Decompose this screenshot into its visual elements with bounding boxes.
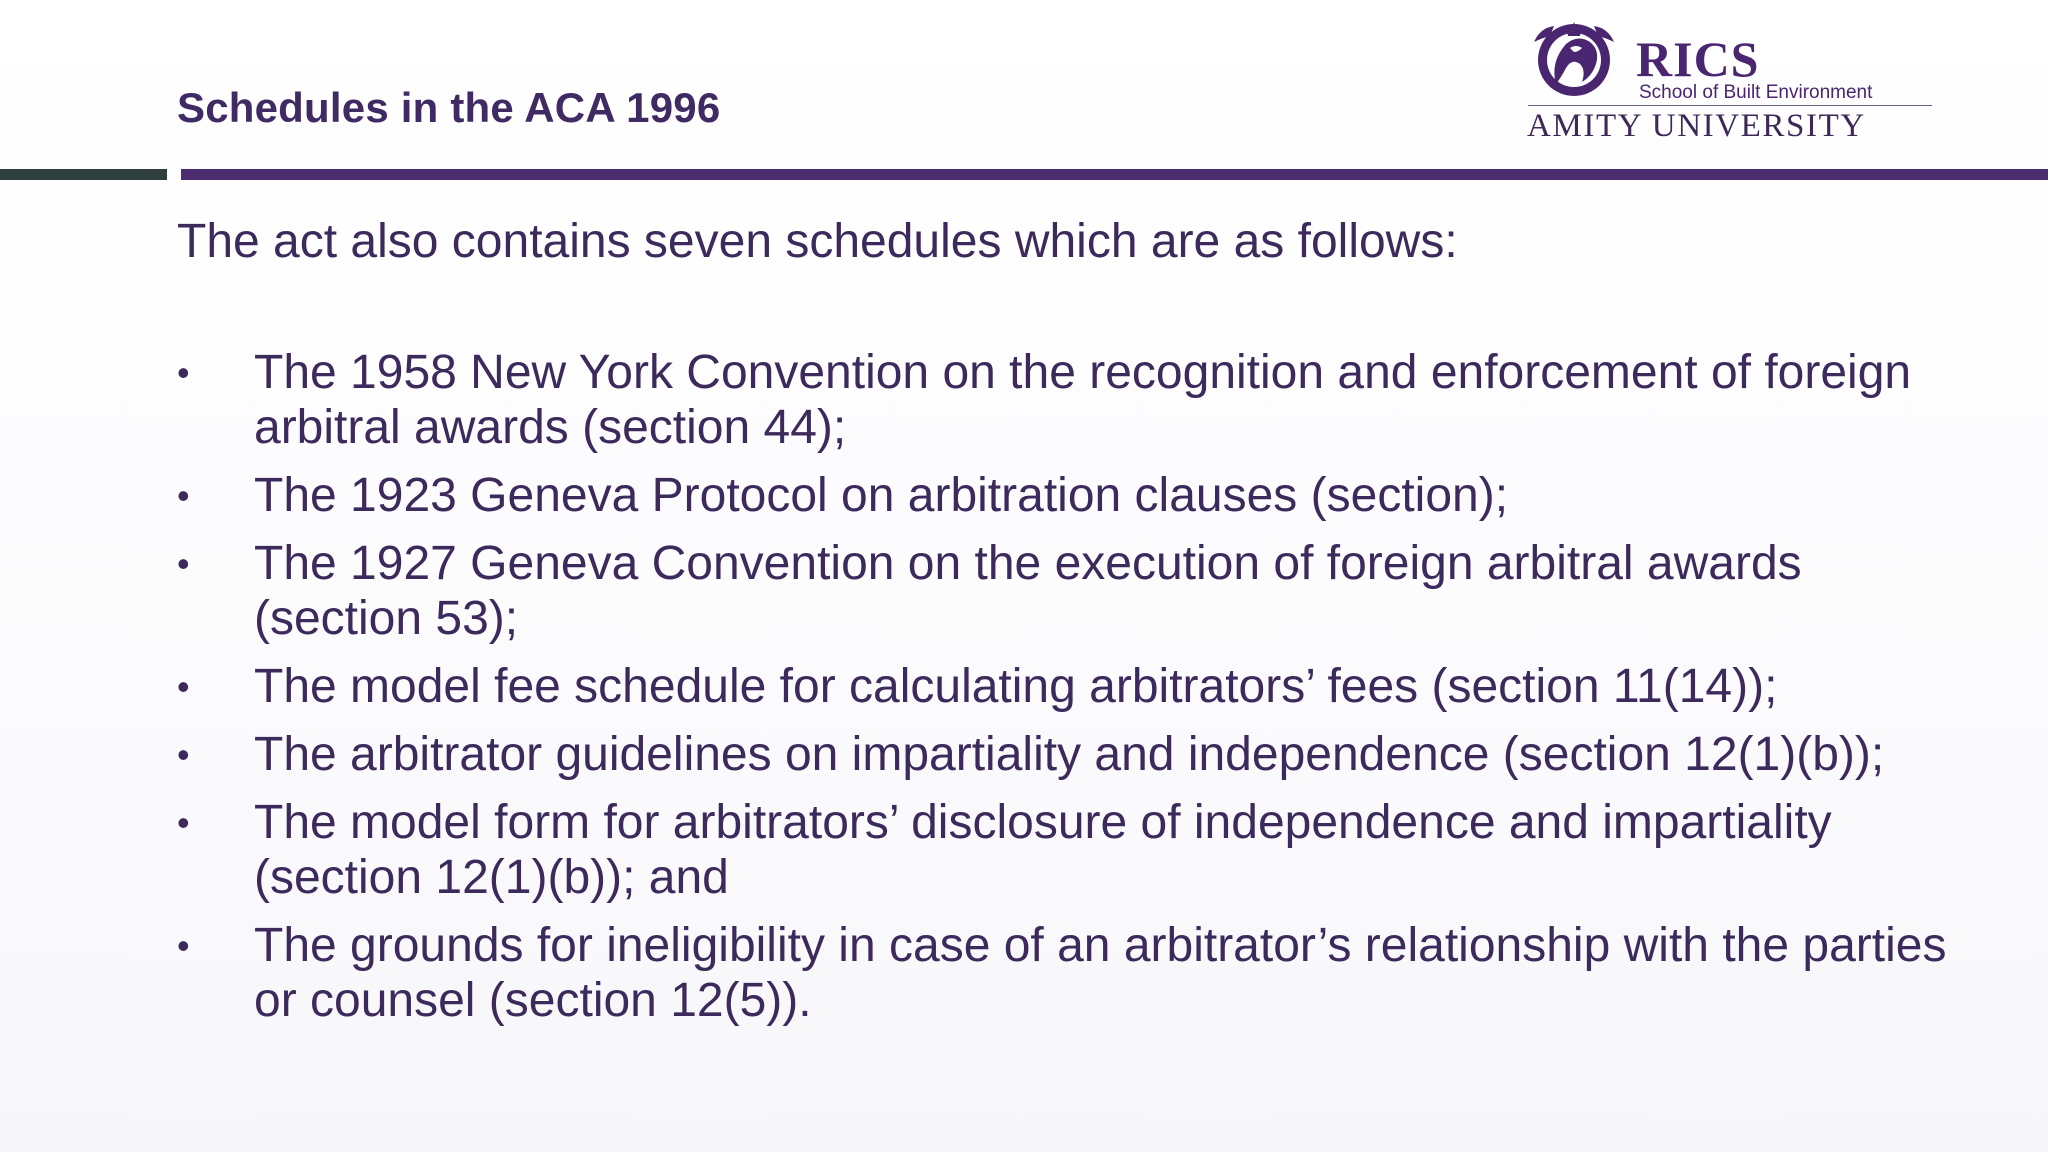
rics-amity-logo (1526, 22, 1936, 146)
logo-school-name: School of Built Environment (1639, 82, 1873, 103)
schedule-list (177, 345, 1977, 1041)
lion-crest-icon (1526, 22, 1622, 104)
list-item-text: The model fee schedule for calculating arbitrators’ fees (section 11(14)); (254, 660, 1778, 713)
bullet-icon: • (177, 666, 190, 707)
logo-divider (1528, 105, 1932, 106)
bullet-icon: • (177, 475, 190, 516)
logo-university-name: AMITY UNIVERSITY (1527, 108, 1866, 144)
bullet-icon: • (177, 352, 190, 393)
logo-rics-wordmark: RICS (1636, 31, 1760, 87)
slide-title: Schedules in the ACA 1996 (177, 84, 721, 131)
list-item (177, 659, 1977, 714)
list-item (177, 468, 1977, 523)
list-item (177, 345, 1977, 455)
list-item (177, 536, 1977, 646)
intro-text: The act also contains seven schedules which are as follows: (177, 215, 1458, 268)
bullet-icon: • (177, 734, 190, 775)
list-item-text: The model form for arbitrators’ disclosure of independence and impartiality (section 12(1)(b)); and (254, 796, 1832, 904)
list-item-text: The 1958 New York Convention on the recognition and enforcement of foreign arbitral awards (section 44); (254, 346, 1912, 454)
bullet-icon: • (177, 925, 190, 966)
list-item (177, 795, 1977, 905)
header-rule-accent (0, 169, 167, 180)
list-item-text: The 1923 Geneva Protocol on arbitration clauses (section); (254, 469, 1509, 522)
bullet-icon: • (177, 543, 190, 584)
list-item (177, 918, 1977, 1028)
list-item-text: The 1927 Geneva Convention on the execution of foreign arbitral awards (section 53); (254, 537, 1802, 645)
bullet-icon: • (177, 802, 190, 843)
header-rule (181, 169, 2048, 180)
list-item-text: The arbitrator guidelines on impartiality and independence (section 12(1)(b)); (254, 728, 1885, 781)
list-item (177, 727, 1977, 782)
list-item-text: The grounds for ineligibility in case of an arbitrator’s relationship with the parties or counsel (section 12(5)). (254, 919, 1947, 1027)
